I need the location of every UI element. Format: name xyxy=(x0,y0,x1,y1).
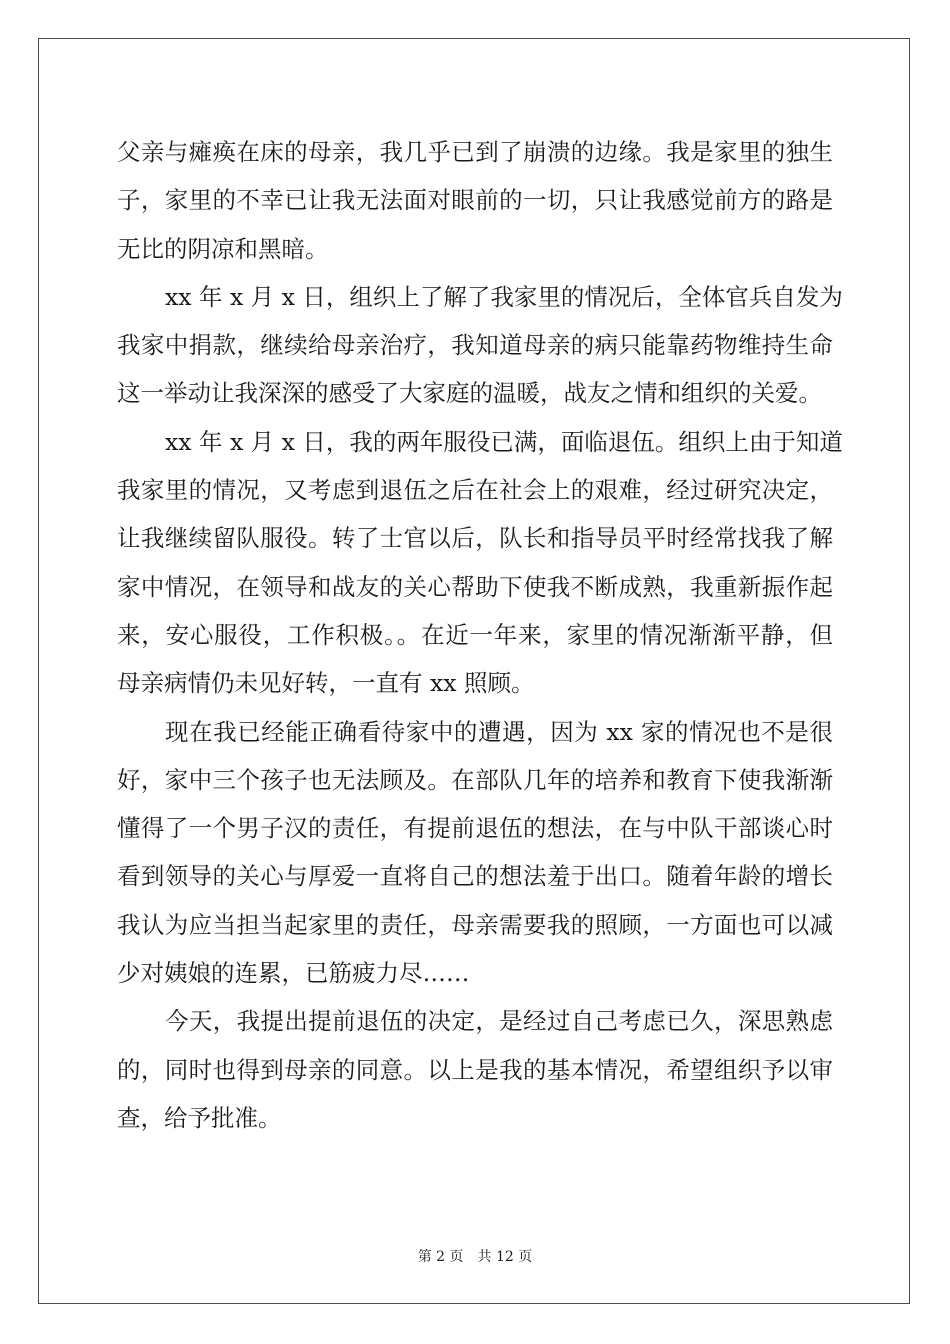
text-line: 我家里的情况，又考虑到退伍之后在社会上的艰难，经过研究决定， xyxy=(117,476,833,505)
text-line: 让我继续留队服役。转了士官以后，队长和指导员平时经常找我了解 xyxy=(117,524,833,553)
text-line: 查，给予批准。 xyxy=(117,1103,282,1132)
document-body xyxy=(117,128,843,1142)
text-line: 母亲病情仍未见好转，一直有 xx 照顾。 xyxy=(117,669,535,698)
text-line: 少对姨娘的连累，已筋疲力尽…… xyxy=(117,959,470,988)
text-line: 今天，我提出提前退伍的决定，是经过自己考虑已久，深思熟虑 xyxy=(165,1007,833,1036)
paragraph xyxy=(117,128,833,273)
text-line: 我家中捐款，继续给母亲治疗，我知道母亲的病只能靠药物维持生命 xyxy=(117,331,833,360)
paragraph xyxy=(117,273,843,418)
text-line: 的，同时也得到母亲的同意。以上是我的基本情况，希望组织予以审 xyxy=(117,1055,833,1084)
text-line: 无比的阴凉和黑暗。 xyxy=(117,234,329,263)
text-line: 父亲与瘫痪在床的母亲，我几乎已到了崩溃的边缘。我是家里的独生 xyxy=(117,138,833,166)
text-line: 好，家中三个孩子也无法顾及。在部队几年的培养和教育下使我渐渐 xyxy=(117,765,833,794)
text-line: 来，安心服役，工作积极。。在近一年来，家里的情况渐渐平静，但 xyxy=(117,620,833,649)
text-line: xx 年 x 月 x 日，组织上了解了我家里的情况后，全体官兵自发为 xyxy=(165,282,843,311)
text-line: 我认为应当担当起家里的责任，母亲需要我的照顾，一方面也可以减 xyxy=(117,910,833,939)
page-number-footer: 第 2 页 共 12 页 xyxy=(417,1249,533,1265)
text-line: xx 年 x 月 x 日，我的两年服役已满，面临退伍。组织上由于知道 xyxy=(165,427,843,456)
text-line: 现在我已经能正确看待家中的遭遇，因为 xx 家的情况也不是很 xyxy=(165,717,833,746)
paragraph xyxy=(117,418,843,708)
paragraph xyxy=(117,997,833,1142)
text-line: 这一举动让我深深的感受了大家庭的温暖，战友之情和组织的关爱。 xyxy=(117,379,822,408)
text-line: 子，家里的不幸已让我无法面对眼前的一切，只让我感觉前方的路是 xyxy=(117,186,833,215)
text-line: 懂得了一个男子汉的责任，有提前退伍的想法，在与中队干部谈心时 xyxy=(117,814,833,843)
paragraph xyxy=(117,708,833,998)
text-line: 看到领导的关心与厚爱一直将自己的想法羞于出口。随着年龄的增长 xyxy=(117,862,833,891)
text-line: 家中情况，在领导和战友的关心帮助下使我不断成熟，我重新振作起 xyxy=(117,572,833,601)
